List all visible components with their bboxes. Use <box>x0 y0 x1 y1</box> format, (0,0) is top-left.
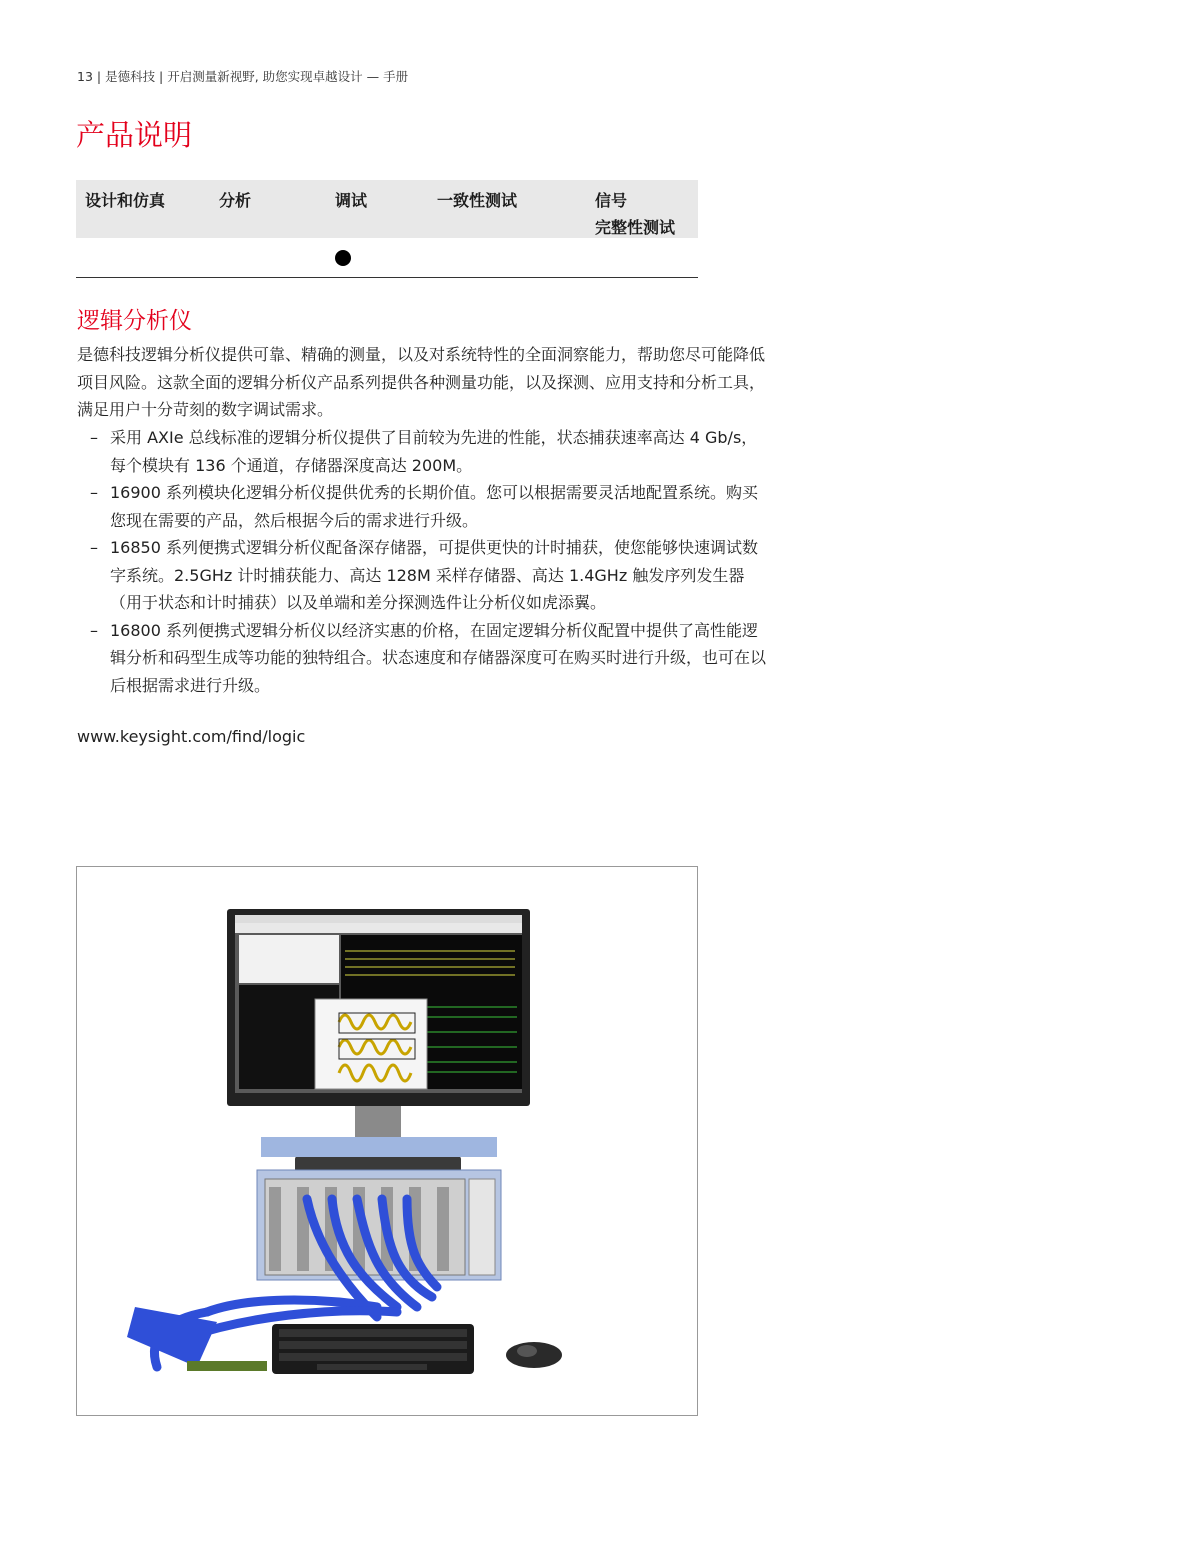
feature-list <box>77 424 767 699</box>
category-analysis: 分析 <box>219 191 252 210</box>
category-header-row <box>76 180 698 238</box>
list-item <box>77 424 767 479</box>
product-link[interactable]: www.keysight.com/find/logic <box>77 727 306 746</box>
category-design-simulation: 设计和仿真 <box>85 191 166 210</box>
category-table <box>76 180 698 278</box>
category-marker-row <box>76 238 698 278</box>
list-item-text: 16850 系列便携式逻辑分析仪配备深存储器，可提供更快的计时捕获，使您能够快速调试数字系统。2.5GHz 计时捕获能力、高达 128M 采样存储器、高达 1.4GHz 触发序列发生器（用于状态和计时捕获）以及单端和差分探测选件让分析仪如虎添翼。 <box>110 538 758 612</box>
list-item-text: 16900 系列模块化逻辑分析仪提供优秀的长期价值。您可以根据需要灵活地配置系统。购买您现在需要的产品，然后根据今后的需求进行升级。 <box>110 483 758 530</box>
list-item-text: 16800 系列便携式逻辑分析仪以经济实惠的价格，在固定逻辑分析仪配置中提供了高性能逻辑分析和码型生成等功能的独特组合。状态速度和存储器深度可在购买时进行升级，也可在以后根据需求进行升级。 <box>110 620 767 695</box>
bullet-dash: – <box>90 483 98 502</box>
page-header: 13 | 是德科技 | 开启测量新视野, 助您实现卓越设计 — 手册 <box>77 69 409 84</box>
intro-paragraph: 是德科技逻辑分析仪提供可靠、精确的测量，以及对系统特性的全面洞察能力，帮助您尽可能降低项目风险。这款全面的逻辑分析仪产品系列提供各种测量功能，以及探测、应用支持和分析工具，满足用户十分苛刻的数字调试需求。 <box>77 345 766 419</box>
list-item <box>77 534 767 617</box>
bullet-dash: – <box>90 620 98 640</box>
list-item-text: 采用 AXIe 总线标准的逻辑分析仪提供了目前较为先进的性能，状态捕获速率高达 4 Gb/s，每个模块有 136 个通道，存储器深度高达 200M。 <box>110 428 758 475</box>
bullet-dash: – <box>90 428 98 447</box>
list-item <box>77 617 767 700</box>
bullet-dash: – <box>90 538 98 557</box>
section-title: 逻辑分析仪 <box>77 308 192 334</box>
logic-analyzer-illustration <box>77 867 697 1415</box>
product-photo <box>76 866 698 1416</box>
category-compliance-test: 一致性测试 <box>437 191 518 210</box>
selected-category-dot <box>335 250 351 266</box>
list-item <box>77 479 767 534</box>
category-debug: 调试 <box>335 191 368 210</box>
category-signal-integrity: 信号 完整性测试 <box>595 191 676 237</box>
page-title: 产品说明 <box>76 118 193 152</box>
